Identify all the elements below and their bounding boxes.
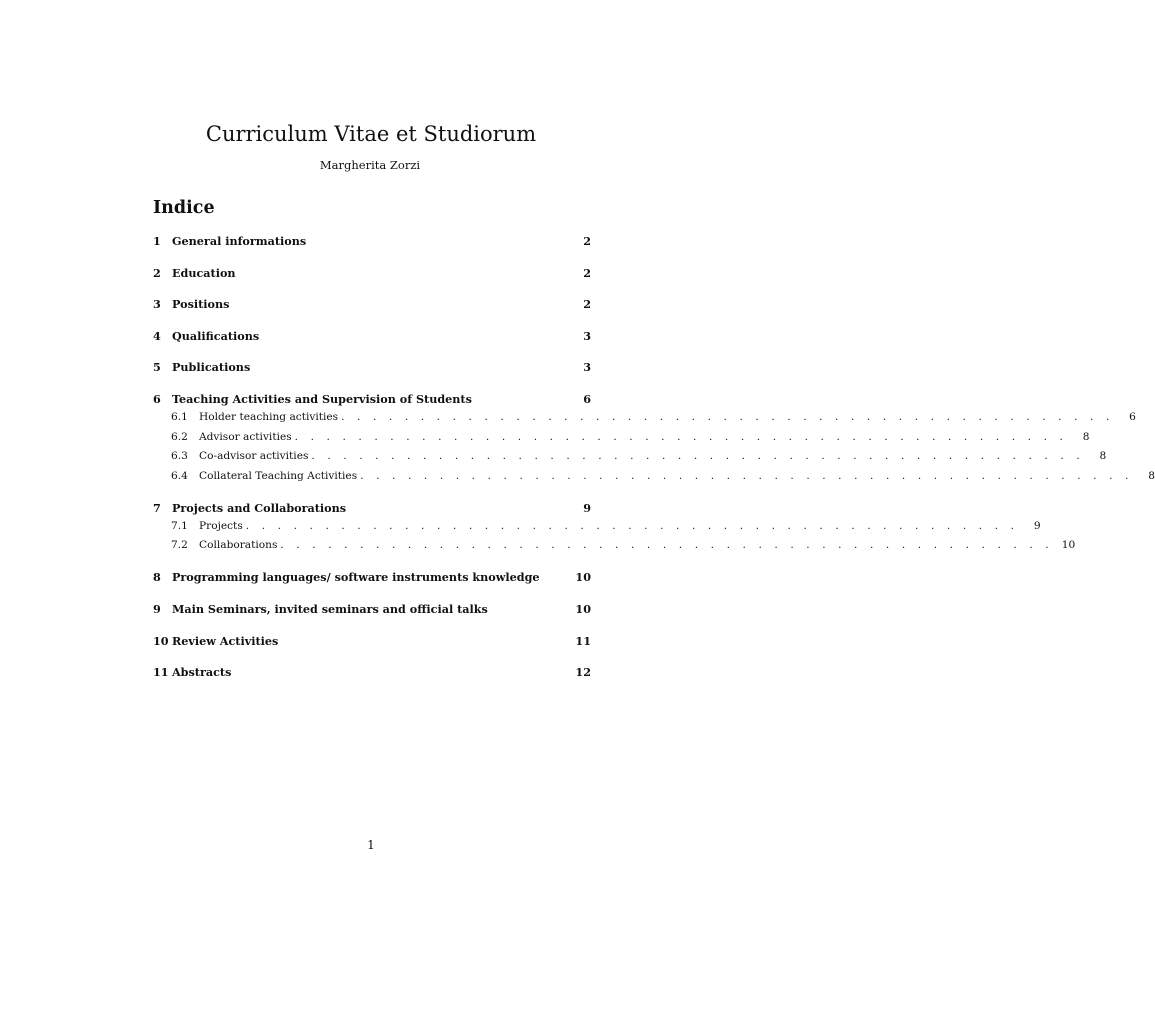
toc-entry-title: Abstracts	[172, 665, 232, 680]
toc-entry-title: Positions	[172, 297, 230, 312]
toc-subentry-title: Collaborations	[199, 539, 278, 552]
document-title: Curriculum Vitae et Studiorum	[205, 122, 537, 146]
toc-entry-number: 9	[153, 601, 161, 616]
toc-entry-number: 7	[153, 500, 161, 515]
toc-entry-page: 11	[575, 633, 591, 648]
toc-entry[interactable]	[153, 392, 591, 406]
toc-entry-page: 10	[575, 601, 591, 616]
toc-entry-title: Education	[172, 265, 236, 280]
toc-entry-title: Qualifications	[172, 328, 260, 343]
toc-subentry-number: 7.2	[171, 539, 188, 552]
toc-entry-page: 10	[575, 570, 591, 585]
toc-entry-page: 3	[583, 360, 591, 375]
table-of-contents	[153, 234, 1155, 697]
toc-dot-leader: . . . . . . . . . . . . . . . . . . . . . . . . . . . . . . . . . . . . . . . . . . . . . . . . .	[294, 430, 1068, 443]
toc-subentry[interactable]	[153, 519, 1041, 534]
toc-entry-page: 2	[583, 234, 591, 248]
toc-subsection-list	[153, 519, 1076, 554]
toc-subentry-number: 6.2	[171, 430, 188, 443]
toc-entry[interactable]	[153, 602, 591, 616]
toc-entry-title: General informations	[172, 234, 307, 248]
toc-entry-title: Projects and Collaborations	[172, 500, 347, 515]
toc-entry-page: 6	[583, 391, 591, 406]
toc-entry-page: 12	[575, 665, 591, 680]
toc-subentry-page: 8	[1082, 430, 1090, 443]
toc-subentry-number: 6.1	[171, 410, 188, 423]
toc-entry-number: 10	[153, 633, 169, 648]
toc-heading: Indice	[153, 198, 215, 218]
toc-subentry-number: 7.1	[171, 519, 188, 532]
toc-subentry-page: 9	[1033, 519, 1041, 532]
toc-subentry-number: 6.4	[171, 469, 188, 482]
toc-entry-title: Programming languages/ software instruments knowledge	[172, 570, 540, 585]
toc-dot-leader: . . . . . . . . . . . . . . . . . . . . . . . . . . . . . . . . . . . . . . . . . . . . . . . . .	[341, 410, 1114, 423]
toc-subentry-title: Projects	[199, 519, 243, 532]
toc-dot-leader: . . . . . . . . . . . . . . . . . . . . . . . . . . . . . . . . . . . . . . . . . . . . . . . . .	[245, 519, 1019, 532]
toc-subentry[interactable]	[153, 430, 1090, 445]
toc-subentry[interactable]	[153, 450, 1107, 464]
toc-entry-title: Main Seminars, invited seminars and official talks	[172, 601, 488, 616]
toc-entry-title: Review Activities	[172, 633, 279, 648]
toc-entry-number: 8	[153, 570, 161, 585]
toc-entry[interactable]	[153, 665, 591, 679]
toc-subentry-title: Co-advisor activities	[199, 450, 309, 463]
toc-subentry-title: Collateral Teaching Activities	[199, 469, 358, 482]
toc-entry[interactable]	[153, 501, 591, 515]
page-number: 1	[367, 838, 375, 852]
toc-subentry-title: Holder teaching activities	[199, 410, 339, 423]
toc-subentry-page: 8	[1099, 450, 1107, 463]
toc-entry-page: 3	[583, 328, 591, 343]
toc-entry-page: 9	[583, 500, 591, 515]
toc-subentry[interactable]	[153, 469, 1155, 484]
toc-subentry-page: 8	[1148, 469, 1155, 482]
toc-entry-page: 2	[583, 265, 591, 280]
toc-entry-title: Publications	[172, 360, 251, 375]
toc-entry[interactable]	[153, 634, 591, 648]
toc-entry-number: 4	[153, 328, 161, 343]
toc-entry[interactable]	[153, 570, 591, 584]
toc-entry-page: 2	[583, 297, 591, 312]
toc-entry-number: 11	[153, 665, 169, 680]
toc-subentry-number: 6.3	[171, 450, 188, 463]
toc-entry[interactable]	[153, 234, 591, 248]
toc-subentry-title: Advisor activities	[199, 430, 292, 443]
toc-entry-number: 5	[153, 360, 161, 375]
toc-dot-leader: . . . . . . . . . . . . . . . . . . . . . . . . . . . . . . . . . . . . . . . . . . . . . . . . .	[360, 469, 1133, 482]
toc-entry[interactable]	[153, 297, 591, 311]
toc-subentry[interactable]	[153, 410, 1136, 425]
toc-entry-number: 1	[153, 234, 161, 248]
toc-entry[interactable]	[153, 360, 591, 374]
toc-entry-number: 6	[153, 391, 161, 406]
toc-entry-title: Teaching Activities and Supervision of Students	[172, 391, 472, 406]
toc-subentry[interactable]	[153, 539, 1076, 553]
toc-entry[interactable]	[153, 266, 591, 280]
toc-entry[interactable]	[153, 329, 591, 343]
toc-subentry-page: 10	[1061, 539, 1076, 552]
toc-entry-number: 2	[153, 265, 161, 280]
toc-entry-number: 3	[153, 297, 161, 312]
toc-subentry-page: 6	[1129, 410, 1136, 423]
toc-dot-leader: . . . . . . . . . . . . . . . . . . . . . . . . . . . . . . . . . . . . . . . . . . . . . . . . .	[311, 450, 1085, 463]
toc-dot-leader: . . . . . . . . . . . . . . . . . . . . . . . . . . . . . . . . . . . . . . . . . . . . . . . . .	[280, 539, 1054, 552]
document-author: Margherita Zorzi	[319, 158, 421, 172]
toc-subsection-list	[153, 410, 1155, 484]
